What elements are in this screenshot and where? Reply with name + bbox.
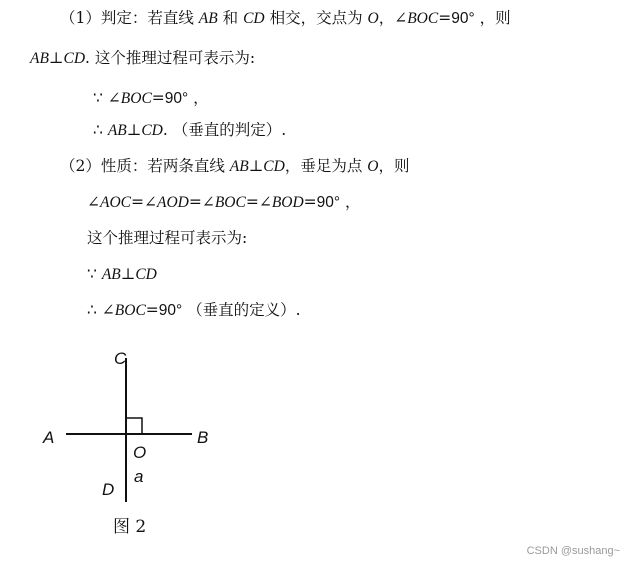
perpendicular-lines-figure [28,340,228,510]
label-c: C [114,349,127,368]
property-angles: ∠AOC=∠AOD=∠BOC=∠BOD=90° ， [87,193,361,211]
criterion-therefore: ∴ AB⊥CD. （垂直的判定）. [93,121,287,139]
label-d: D [102,480,115,499]
label-o: O [133,443,147,462]
criterion-because: ∵ ∠BOC=90° ， [93,89,209,107]
watermark: CSDN @sushang~ [526,545,620,557]
label-b: B [197,428,209,447]
figure-caption: 图 2 [113,517,147,537]
criterion-statement: （1）判定：若直线 AB 和 CD 相交，交点为 O，∠BOC=90° ，则 [60,9,511,27]
label-a: A [43,428,55,447]
property-statement: （2）性质：若两条直线 AB⊥CD，垂足为点 O，则 [60,157,410,175]
property-intro: 这个推理过程可表示为: [87,229,248,247]
property-therefore: ∴ ∠BOC=90° （垂直的定义）. [87,301,301,319]
property-because: ∵ AB⊥CD [87,265,157,283]
right-angle-mark [126,418,142,434]
label-a-small: a [134,467,144,486]
criterion-conclusion: AB⊥CD. 这个推理过程可表示为: [30,49,256,67]
